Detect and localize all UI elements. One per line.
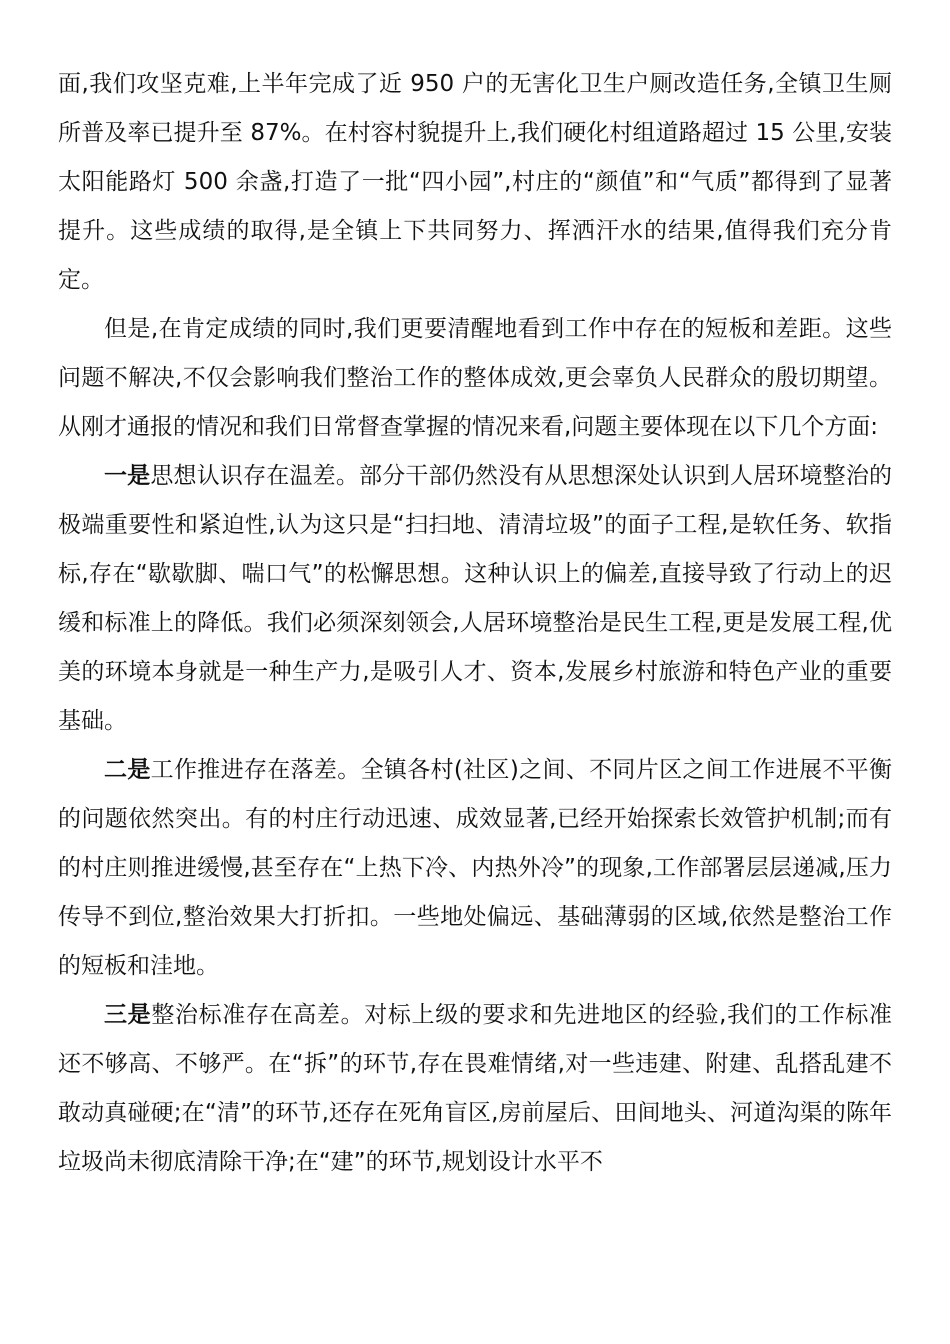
paragraph-lead: 一是 xyxy=(104,463,151,489)
paragraph-second-issue xyxy=(58,746,892,991)
document-body xyxy=(58,60,892,1187)
paragraph-first-issue xyxy=(58,452,892,746)
paragraph-however xyxy=(58,305,892,452)
paragraph-continuation xyxy=(58,60,892,305)
paragraph-text: 思想认识存在温差。部分干部仍然没有从思想深处认识到人居环境整治的极端重要性和紧迫性,认为这只是“扫扫地、清清垃圾”的面子工程,是软任务、软指标,存在“歇歇脚、喘口气”的松懈思想。这种认识上的偏差,直接导致了行动上的迟缓和标准上的降低。我们必须深刻领会,人居环境整治是民生工程,更是发展工程,优美的环境本身就是一种生产力,是吸引人才、资本,发展乡村旅游和特色产业的重要基础。 xyxy=(58,463,893,734)
paragraph-text: 工作推进存在落差。全镇各村(社区)之间、不同片区之间工作进展不平衡的问题依然突出。有的村庄行动迅速、成效显著,已经开始探索长效管护机制;而有的村庄则推进缓慢,甚至存在“上热下冷、内热外冷”的现象,工作部署层层递减,压力传导不到位,整治效果大打折扣。一些地处偏远、基础薄弱的区域,依然是整治工作的短板和洼地。 xyxy=(58,757,892,979)
paragraph-text: 面,我们攻坚克难,上半年完成了近 950 户的无害化卫生户厕改造任务,全镇卫生厕所普及率已提升至 87%。在村容村貌提升上,我们硬化村组道路超过 15 公里,安装太阳能路灯 500 余盏,打造了一批“四小园”,村庄的“颜值”和“气质”都得到了显著提升。这些成绩的取得,是全镇上下共同努力、挥洒汗水的结果,值得我们充分肯定。 xyxy=(58,71,892,293)
paragraph-text: 但是,在肯定成绩的同时,我们更要清醒地看到工作中存在的短板和差距。这些问题不解决,不仅会影响我们整治工作的整体成效,更会辜负人民群众的殷切期望。从刚才通报的情况和我们日常督查掌握的情况来看,问题主要体现在以下几个方面: xyxy=(58,316,892,440)
paragraph-third-issue xyxy=(58,991,892,1187)
paragraph-lead: 三是 xyxy=(104,1002,152,1028)
paragraph-text: 整治标准存在高差。对标上级的要求和先进地区的经验,我们的工作标准还不够高、不够严。在“拆”的环节,存在畏难情绪,对一些违建、附建、乱搭乱建不敢动真碰硬;在“清”的环节,还存在死角盲区,房前屋后、田间地头、河道沟渠的陈年垃圾尚未彻底清除干净;在“建”的环节,规划设计水平不 xyxy=(58,1002,893,1175)
paragraph-lead: 二是 xyxy=(104,757,151,783)
